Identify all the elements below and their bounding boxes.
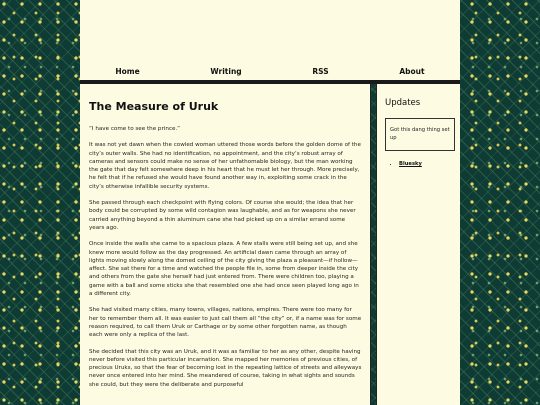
site-header [80, 0, 460, 80]
nav-link-about[interactable]: About [399, 66, 425, 76]
article-paragraph: It was not yet dawn when the cowled woman uttered those words before the golden dome of the city’s outer walls. She had no identification, no appointment, and the city’s robust array of cameras and sensors could make no sense of her unfathomable biology, but the man working the gate that day felt somewhere deep in his heart that he must let her through. More precisely, he felt that if he refused she would have found another way in, exploiting some crack in the city’s otherwise infallible security systems. [89, 142, 361, 190]
article-paragraph: “I have come to see the prince.” [89, 126, 181, 132]
article-paragraph: She had visited many cities, many towns, villages, nations, empires. There were too many for her to remember them all. It was easier to just call them all “the city” or, if a name was for some reason required, to call them Uruk or Carthage or by some other forgotten name, as though each were only a replica of the last. [89, 307, 362, 339]
article-paragraph: She passed through each checkpoint with flying colors. Of course she would; the idea that her body could be corrupted by some wild contagion was laughable, and as for weapons she never carried anything beyond a thin aluminum cane she had picked up on a similar errand some years ago. [89, 200, 356, 231]
update-entry: Got this dang thing set up [385, 118, 455, 151]
nav-link-rss[interactable]: RSS [312, 66, 329, 76]
sidebar-heading: Updates [385, 98, 421, 108]
article-title: The Measure of Uruk [89, 100, 219, 113]
top-navigation [80, 62, 460, 80]
nav-link-writing[interactable]: Writing [210, 66, 242, 76]
updates-sidebar [376, 84, 460, 405]
nav-link-home[interactable]: Home [115, 66, 140, 76]
bluesky-link[interactable]: Bluesky [399, 161, 422, 167]
page-wrapper [80, 0, 460, 405]
article-paragraph: Once inside the walls she came to a spacious plaza. A few stalls were still being set up, and she knew more would follow as the day progressed. An artificial dawn came through an array of lights moving slowly along the domed ceiling of the city giving the plaza a pleasant—if hollow—affect. She sat there for a time and watched the people file in, some from deeper inside the city and others from the gate she herself had just entered from. There were children too, playing a game with a ball and some sticks she that resembled one she had once seen played long ago in a different city. [89, 241, 359, 298]
list-item [399, 161, 456, 167]
article-paragraph: She decided that this city was an Uruk, and it was as familiar to her as any other, despite having never before visited this particular incarnation. She mapped her memories of previous cities, of precious Uruks, so that the fear of becoming lost in the repeating lattice of streets and alleyways never once entered into her mind. She meandered of course, taking in what sights and sounds she could, but they were the deliberate and purposeful [89, 348, 362, 388]
main-content [80, 84, 371, 405]
sidebar-link-list [385, 161, 456, 167]
